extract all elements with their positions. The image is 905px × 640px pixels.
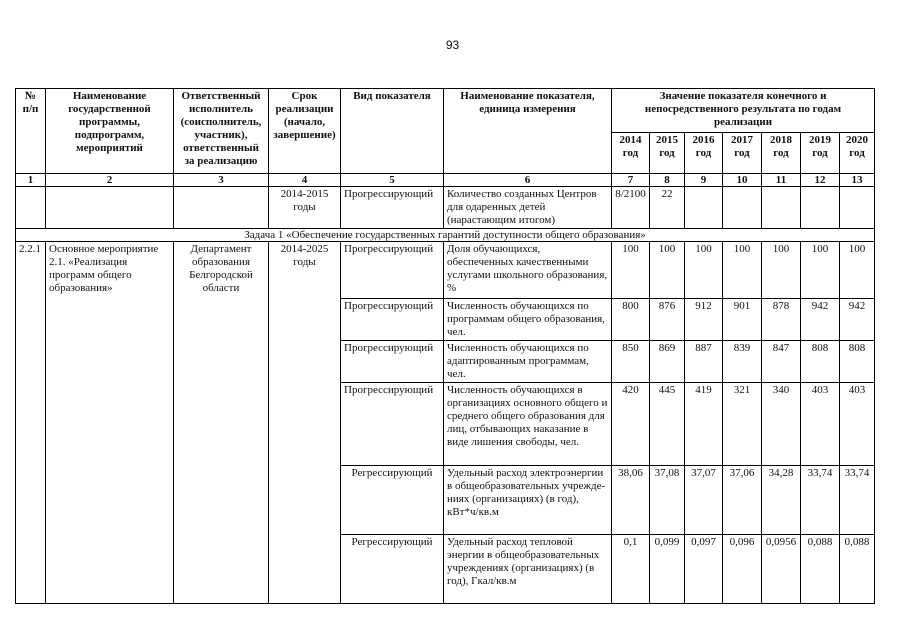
column-number: 12 <box>801 174 840 187</box>
value-cell: 100 <box>762 242 801 299</box>
value-cell: 878 <box>762 299 801 341</box>
indicator-name-cell: Удельный расход электроэнергии в общеобразовательных учрежде-ниях (организациях) (в год), кВт*ч/кв.м <box>444 466 612 535</box>
value-cell: 8/2100 <box>612 187 650 229</box>
value-cell: 0,1 <box>612 535 650 604</box>
page-number: 93 <box>445 38 460 52</box>
value-cell: 850 <box>612 341 650 383</box>
column-number: 4 <box>269 174 341 187</box>
header-year-2016: 2016 год <box>685 133 723 174</box>
column-number: 6 <box>444 174 612 187</box>
column-number: 8 <box>650 174 685 187</box>
header-year-2020: 2020 год <box>840 133 875 174</box>
value-cell <box>685 187 723 229</box>
indicator-name-cell: Численность обучающихся в организациях основного общего и среднего общего образования для лиц, отбывающих наказание в виде лишения свободы, чел. <box>444 383 612 466</box>
header-period: Срок реализации (начало, завершение) <box>269 89 341 174</box>
value-cell: 0,099 <box>650 535 685 604</box>
item-period-cell: 2014-2025 годы <box>269 242 341 604</box>
value-cell: 340 <box>762 383 801 466</box>
value-cell: 37,06 <box>723 466 762 535</box>
value-cell: 887 <box>685 341 723 383</box>
column-number: 13 <box>840 174 875 187</box>
indicator-type-cell: Прогрессирующий <box>341 383 444 466</box>
value-cell: 0,088 <box>801 535 840 604</box>
value-cell: 839 <box>723 341 762 383</box>
value-cell: 37,07 <box>685 466 723 535</box>
value-cell: 33,74 <box>840 466 875 535</box>
indicator-name-cell: Численность обучающихся по программам общего образования, чел. <box>444 299 612 341</box>
value-cell: 869 <box>650 341 685 383</box>
indicator-type-cell: Прогрессирующий <box>341 242 444 299</box>
header-number: № п/п <box>16 89 46 174</box>
header-indicator-type: Вид показателя <box>341 89 444 174</box>
value-cell <box>762 187 801 229</box>
value-cell <box>723 187 762 229</box>
indicator-type-cell: Прогрессирующий <box>341 187 444 229</box>
table-row <box>16 242 875 299</box>
column-number: 7 <box>612 174 650 187</box>
value-cell: 445 <box>650 383 685 466</box>
value-cell: 419 <box>685 383 723 466</box>
header-year-2017: 2017 год <box>723 133 762 174</box>
column-number: 9 <box>685 174 723 187</box>
value-cell: 33,74 <box>801 466 840 535</box>
value-cell: 100 <box>612 242 650 299</box>
indicator-name-cell: Количество созданных Центров для одаренных детей (нарастающим итогом) <box>444 187 612 229</box>
value-cell: 100 <box>685 242 723 299</box>
cell-empty <box>174 187 269 229</box>
value-cell: 420 <box>612 383 650 466</box>
indicator-type-cell: Прогрессирующий <box>341 341 444 383</box>
header-year-2014: 2014 год <box>612 133 650 174</box>
value-cell: 0,096 <box>723 535 762 604</box>
value-cell: 38,06 <box>612 466 650 535</box>
value-cell: 100 <box>650 242 685 299</box>
header-indicator-name: Наименование показателя, единица измерения <box>444 89 612 174</box>
indicator-name-cell: Численность обучающихся по адаптированным программам, чел. <box>444 341 612 383</box>
value-cell: 0,088 <box>840 535 875 604</box>
task-heading: Задача 1 «Обеспечение государственных гарантий доступности общего образования» <box>16 229 875 242</box>
column-number: 5 <box>341 174 444 187</box>
value-cell: 808 <box>801 341 840 383</box>
value-cell: 0,097 <box>685 535 723 604</box>
value-cell: 0,0956 <box>762 535 801 604</box>
indicator-type-cell: Регрессирующий <box>341 466 444 535</box>
header-values-group: Значение показателя конечного и непосредственного результата по годам реализации <box>612 89 875 133</box>
column-number: 2 <box>46 174 174 187</box>
value-cell: 912 <box>685 299 723 341</box>
value-cell: 847 <box>762 341 801 383</box>
value-cell: 37,08 <box>650 466 685 535</box>
cell-empty <box>46 187 174 229</box>
value-cell: 321 <box>723 383 762 466</box>
table-row <box>16 187 875 229</box>
item-name-cell: Основное мероприятие 2.1. «Реализация программ общего образования» <box>46 242 174 604</box>
column-number: 10 <box>723 174 762 187</box>
value-cell: 100 <box>723 242 762 299</box>
value-cell <box>801 187 840 229</box>
value-cell: 100 <box>801 242 840 299</box>
column-number-row <box>16 174 875 187</box>
header-executor: Ответственный исполнитель (соисполнитель, участник), ответственный за реализацию <box>174 89 269 174</box>
column-number: 3 <box>174 174 269 187</box>
period-cell: 2014-2015 годы <box>269 187 341 229</box>
value-cell: 22 <box>650 187 685 229</box>
indicator-type-cell: Прогрессирующий <box>341 299 444 341</box>
indicator-table <box>15 88 875 604</box>
column-number: 1 <box>16 174 46 187</box>
value-cell: 876 <box>650 299 685 341</box>
value-cell: 942 <box>840 299 875 341</box>
value-cell: 901 <box>723 299 762 341</box>
header-year-2015: 2015 год <box>650 133 685 174</box>
header-year-2018: 2018 год <box>762 133 801 174</box>
value-cell: 403 <box>840 383 875 466</box>
value-cell <box>840 187 875 229</box>
value-cell: 942 <box>801 299 840 341</box>
indicator-name-cell: Доля обучающихся, обеспеченных качественными услугами школьного образования, % <box>444 242 612 299</box>
value-cell: 403 <box>801 383 840 466</box>
value-cell: 808 <box>840 341 875 383</box>
item-executor-cell: Департамент образования Белгородской области <box>174 242 269 604</box>
value-cell: 800 <box>612 299 650 341</box>
header-program-name: Наименование государственной программы, подпрограмм, мероприятий <box>46 89 174 174</box>
column-number: 11 <box>762 174 801 187</box>
cell-empty <box>16 187 46 229</box>
indicator-type-cell: Регрессирующий <box>341 535 444 604</box>
item-number-cell: 2.2.1 <box>16 242 46 604</box>
indicator-name-cell: Удельный расход тепловой энергии в общеобразовательных учреждениях (организациях) (в год), Гкал/кв.м <box>444 535 612 604</box>
header-year-2019: 2019 год <box>801 133 840 174</box>
value-cell: 100 <box>840 242 875 299</box>
value-cell: 34,28 <box>762 466 801 535</box>
